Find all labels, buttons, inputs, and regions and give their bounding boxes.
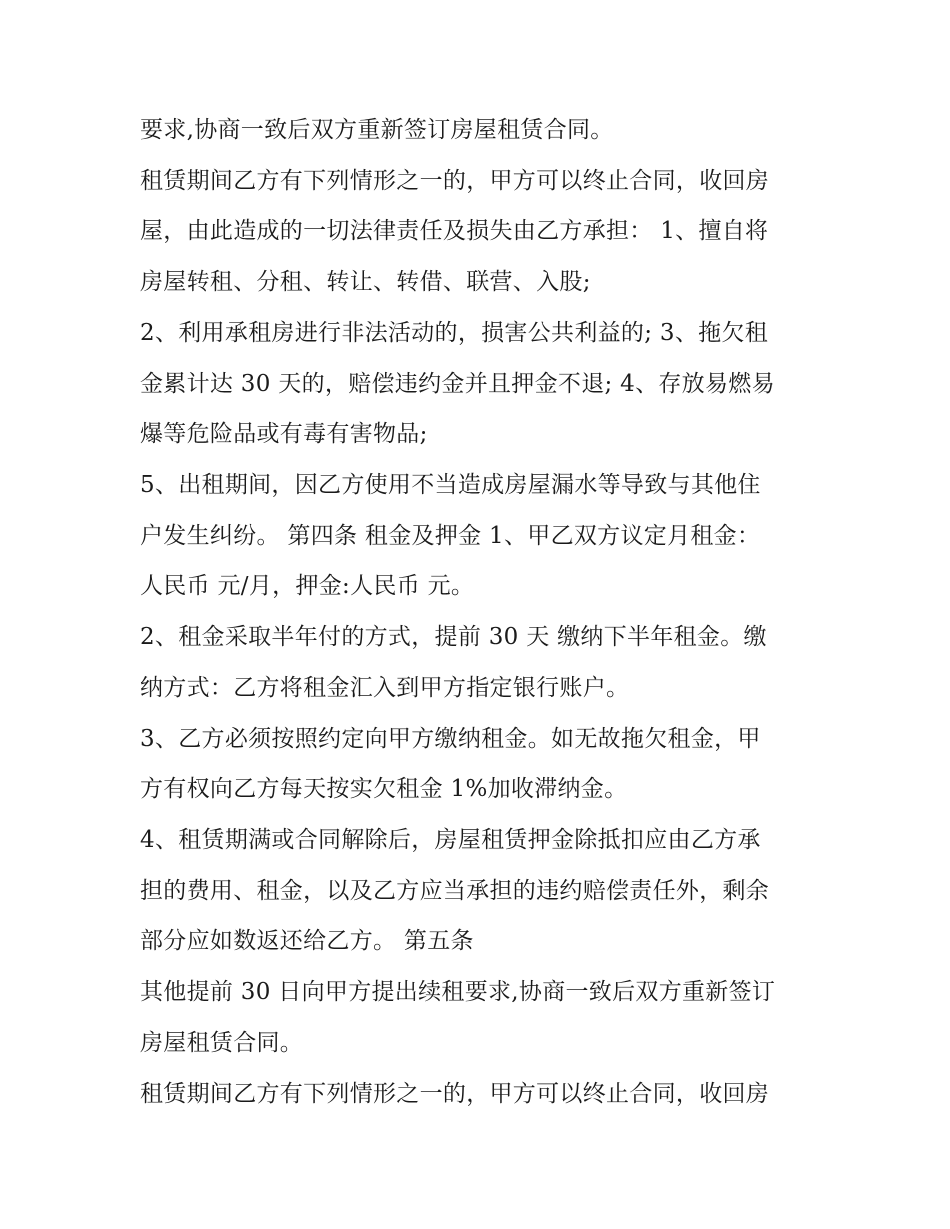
text-line: 房屋租赁合同。 [140,1030,304,1056]
text-line: 金累计达 30 天的，赔偿违约金并且押金不退; 4、存放易燃易 [140,371,775,397]
text-line: 爆等危险品或有毒有害物品; [140,421,428,447]
text-line: 租赁期间乙方有下列情形之一的，甲方可以终止合同，收回房 [140,1081,770,1107]
text-line: 3、乙方必须按照约定向甲方缴纳租金。如无故拖欠租金，甲 [140,726,761,752]
text-line: 纳方式：乙方将租金汇入到甲方指定银行账户。 [140,675,630,701]
text-line: 要求,协商一致后双方重新签订房屋租赁合同。 [140,117,614,143]
text-line: 租赁期间乙方有下列情形之一的，甲方可以终止合同，收回房 [140,168,770,194]
text-line: 屋，由此造成的一切法律责任及损失由乙方承担： 1、擅自将 [140,218,769,244]
text-line: 其他提前 30 日向甲方提出续租要求,协商一致后双方重新签订 [140,979,776,1005]
text-line: 房屋转租、分租、转让、转借、联营、入股; [140,269,591,295]
text-line: 4、租赁期满或合同解除后，房屋租赁押金除抵扣应由乙方承 [140,827,761,853]
text-line: 2、租金采取半年付的方式，提前 30 天 缴纳下半年租金。缴 [140,624,767,650]
text-line: 人民币 元/月，押金:人民币 元。 [140,573,475,599]
text-line: 部分应如数返还给乙方。 第五条 [140,928,474,954]
text-line: 担的费用、租金，以及乙方应当承担的违约赔偿责任外，剩余 [140,878,770,904]
text-line: 2、利用承租房进行非法活动的，损害公共利益的; 3、拖欠租 [140,320,769,346]
text-line: 5、出租期间，因乙方使用不当造成房屋漏水等导致与其他住 [140,472,761,498]
text-line: 方有权向乙方每天按实欠租金 1%加收滞纳金。 [140,776,628,802]
text-line: 户发生纠纷。 第四条 租金及押金 1、甲乙双方议定月租金： [140,523,761,549]
